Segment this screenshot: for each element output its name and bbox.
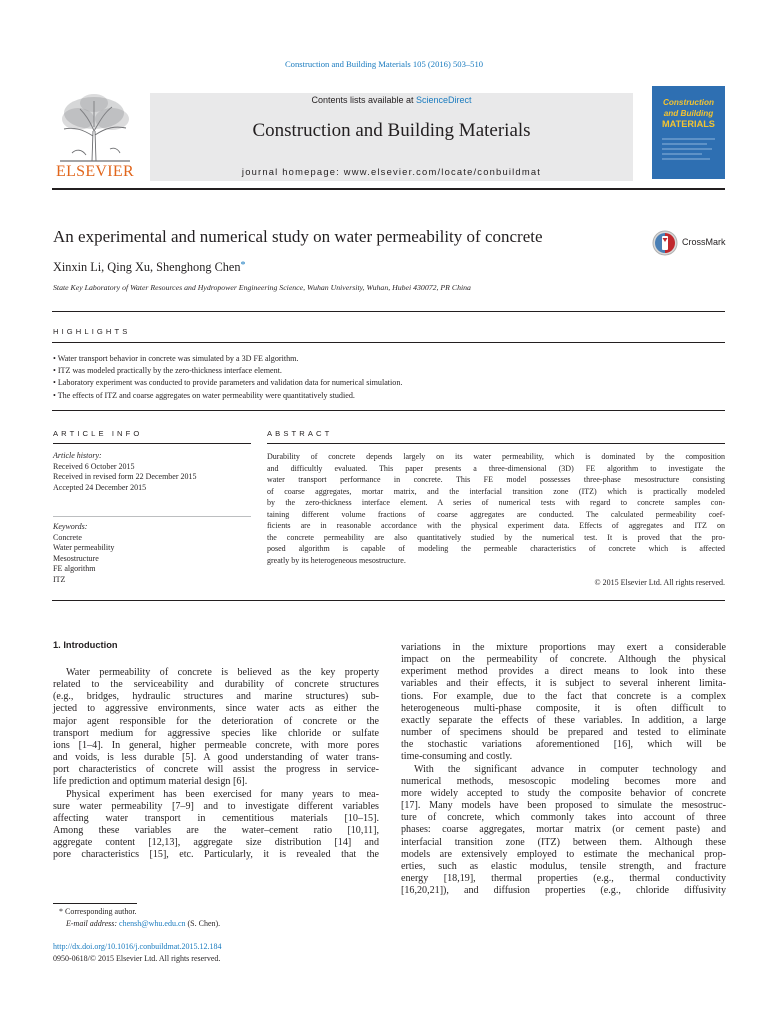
text-line: tions. For example, due to the fact that concrete is a complex (401, 690, 726, 702)
authors (53, 260, 246, 275)
abstract-line: by the zero-thickness interface element. A series of numerical tests with regard to concrete samples con- (267, 498, 725, 507)
text-line: and voids, is less durable [5]. A good understanding of water trans- (53, 752, 379, 764)
text-line: affecting water transport in cementitious materials [10–15]. (53, 812, 379, 824)
text-line: Water permeability of concrete is believed as the key property (66, 667, 379, 678)
contents-line (150, 95, 633, 105)
sciencedirect-link[interactable]: ScienceDirect (416, 95, 472, 105)
text-line: variations in the mixture proportions may exert a considerable (401, 642, 726, 653)
abstract-line: water transport performance in concrete. This FE model possesses three-phase mesostructure consisting (267, 475, 725, 484)
abstract-bottom-rule (52, 600, 725, 601)
text-line: Physical experiment has been exercised for many years to mea- (66, 788, 379, 800)
footnote-rule (53, 903, 137, 904)
contents-prefix: Contents lists available at (311, 95, 417, 105)
affiliation: State Key Laboratory of Water Resources and Hydropower Engineering Science, Wuhan University, Wuhan, Hubei 430072, PR China (53, 283, 471, 292)
keywords (53, 522, 251, 586)
keywords-label: Keywords: (53, 522, 88, 531)
history-received: Received 6 October 2015 (53, 461, 135, 471)
cover-line-1: Construction (663, 98, 714, 107)
journal-citation[interactable]: Construction and Building Materials 105 (2016) 503–510 (284, 59, 484, 69)
crossmark-button[interactable] (652, 230, 726, 258)
crossmark-label: CrossMark (682, 237, 726, 247)
highlights-heading: HIGHLIGHTS (53, 327, 131, 336)
history-revised: Received in revised form 22 December 2015 (53, 472, 197, 482)
email-label: E-mail address: (66, 919, 118, 929)
section-heading-introduction: 1. Introduction (53, 640, 118, 650)
abstract-line: ficients are in reasonable accordance with the physical experiment data. Effects of aggregates and ITZ on (267, 521, 725, 530)
tree-logo-icon (52, 91, 138, 163)
highlights-list (53, 353, 725, 402)
intro-column-right (401, 642, 726, 897)
email-suffix: (S. Chen). (187, 919, 221, 929)
text-line: interfacial transition zone (ITZ) between them. Although these (401, 836, 726, 848)
journal-homepage[interactable]: journal homepage: www.elsevier.com/locate/conbuildmat (241, 166, 542, 177)
cover-title (652, 97, 725, 130)
doi-block (53, 941, 222, 965)
email-note (53, 918, 383, 930)
text-line: number of specimens should be prepared and tested to eliminate (401, 727, 726, 739)
text-line: ture of concrete, which commonly takes into account of three (401, 812, 726, 824)
keywords-rule (53, 516, 251, 517)
abstract-line: the concrete permeability are also quantitatively studied by the numerical test. It is proved that the pro- (267, 532, 725, 542)
footnote-label: Corresponding author. (65, 907, 137, 916)
cover-line-3: MATERIALS (662, 119, 715, 129)
abstract-line: taining different volume fractions of coarse aggregates are conducted. The calculated permeability coef- (267, 509, 725, 519)
cover-text-lines-icon (662, 136, 715, 166)
article-info-heading: ARTICLE INFO (53, 429, 143, 438)
corresponding-author-note (53, 906, 383, 918)
abstract-heading: ABSTRACT (267, 429, 333, 438)
text-line: numerical methods, mesoscopic modeling becomes more and (401, 775, 726, 787)
text-line: exactly separate the effects of these variables. In addition, a large (401, 714, 726, 726)
article-title: An experimental and numerical study on water permeability of concrete (53, 227, 543, 246)
footnote (53, 906, 383, 931)
highlights-bottom-rule (52, 410, 725, 411)
history-accepted: Accepted 24 December 2015 (53, 482, 147, 492)
highlights-rule (52, 342, 725, 343)
abstract-line: and difficultly evaluated. This paper presents a three-dimensional (3D) FE algorithm to investigate the (267, 463, 725, 473)
highlight-text: Water transport behavior in concrete was simulated by a 3D FE algorithm. (57, 354, 299, 363)
highlight-item: • Laboratory experiment was conducted to provide parameters and validation data for numerical simulation. (53, 378, 403, 388)
abstract-text (267, 451, 725, 566)
text-line: heterogeneous multi-phase composite, it is often difficult to (401, 702, 726, 714)
text-line: experiment method provides a direct means to look into these (401, 666, 726, 678)
abstract-line: greatly by its heterogeneous mesostructure. (267, 555, 406, 565)
keyword: Mesostructure (53, 553, 99, 563)
text-line: impact on the permeability of concrete. Although the physical (401, 654, 726, 666)
article-info-rule (53, 443, 251, 444)
text-line: jected to aggressive environments, since water acts as either the (53, 703, 379, 715)
text-line: related to the serviceability and durability of concrete structures (53, 679, 379, 691)
highlight-item: • ITZ was modeled practically by the zero-thickness interface element. (53, 366, 282, 376)
text-line: [17]. Many models have been proposed to simulate the mesostruc- (401, 800, 726, 812)
text-line: aggregate content [12,13], aggregate size distribution [14] and (53, 837, 379, 849)
history-label: Article history: (53, 451, 102, 460)
keyword: Water permeability (53, 543, 115, 553)
journal-title: Construction and Building Materials (252, 120, 531, 141)
doi-link[interactable]: http://dx.doi.org/10.1016/j.conbuildmat.2015.12.184 (53, 942, 222, 951)
keyword: Concrete (53, 532, 82, 542)
corresponding-author-mark[interactable]: * (240, 260, 246, 271)
text-line: energy [18,19], thermal properties (e.g., thermal conductivity (401, 872, 726, 884)
article-history (53, 451, 251, 493)
text-line: life prediction and optimum material design [6]. (53, 776, 248, 788)
abstract-line: of coarse aggregates, mortar matrix, and the interfacial transition zone (ITZ) which is practically modeled (267, 486, 725, 496)
publisher-name: ELSEVIER (56, 163, 134, 180)
intro-column-left (53, 667, 379, 862)
text-line: major agent responsible for the deterioration of concrete or the (53, 715, 379, 727)
text-line: variables and their effects, it is subject to several inherent limita- (401, 678, 726, 690)
highlight-item: • The effects of ITZ and coarse aggregates on water permeability were quantitatively studied. (53, 390, 355, 400)
author-names: Xinxin Li, Qing Xu, Shenghong Chen (53, 260, 241, 274)
masthead-rule (52, 188, 725, 190)
highlight-text: ITZ was modeled practically by the zero-thickness interface element. (57, 366, 282, 376)
publisher-logo (52, 91, 138, 181)
copyright: © 2015 Elsevier Ltd. All rights reserved. (594, 578, 725, 587)
text-line: port characteristics of concrete will assist the progress in service- (53, 764, 379, 776)
text-line: ions [1–4]. In general, higher permeable concrete, with more pores (53, 739, 379, 751)
text-line: models are extensively employed to estimate the mechanical prop- (401, 848, 726, 860)
text-line: [16,20,21]), and diffusion properties (e.g., chloride diffusivity (401, 885, 726, 897)
text-line: erties, such as elastic modulus, tensile strength, and fracture (401, 860, 726, 872)
text-line: the stochastic variations aforementioned [16], which will be (401, 739, 726, 751)
highlight-text: Laboratory experiment was conducted to provide parameters and validation data for numerical simulation. (57, 378, 403, 388)
crossmark-icon (652, 230, 678, 256)
cover-line-2: and Building (663, 109, 714, 118)
abstract-rule (267, 443, 725, 444)
keyword: ITZ (53, 574, 66, 584)
abstract-line: Durability of concrete depends largely on its water permeability, which is dominated by the composition (267, 452, 725, 461)
text-line: time-consuming and costly. (401, 751, 513, 763)
text-line: With the significant advance in computer technology and (414, 763, 726, 775)
highlight-text: The effects of ITZ and coarse aggregates on water permeability were quantitatively studied. (57, 390, 355, 400)
issn-copyright: 0950-0618/© 2015 Elsevier Ltd. All rights reserved. (53, 953, 221, 963)
text-line: phases: coarse aggregates, mortar matrix (or cement paste) and (401, 824, 726, 836)
text-line: Among these variables are the water–cement ratio [10,11], (53, 825, 379, 837)
title-rule (52, 311, 725, 312)
text-line: more widely accepted to study the composite behavior of concrete (401, 787, 726, 799)
abstract-line: posed algorithm is capable of modeling the permeable characteristics of concrete which is affected (267, 544, 725, 553)
text-line: (e.g., bridges, hydraulic structures and marine structures) sub- (53, 691, 379, 703)
text-line: transport medium for aggressive species like chloride or sulfate (53, 727, 379, 739)
footnote-mark: * (59, 907, 63, 916)
highlight-item: • Water transport behavior in concrete was simulated by a 3D FE algorithm. (53, 354, 299, 363)
journal-cover (652, 86, 725, 179)
email-link[interactable]: chensh@whu.edu.cn (119, 919, 186, 929)
text-line: pore characteristics [15], etc. Particularly, it is revealed that the (53, 849, 379, 861)
keyword: FE algorithm (53, 564, 96, 574)
text-line: sure water permeability [7–9] and to investigate different variables (53, 800, 379, 812)
